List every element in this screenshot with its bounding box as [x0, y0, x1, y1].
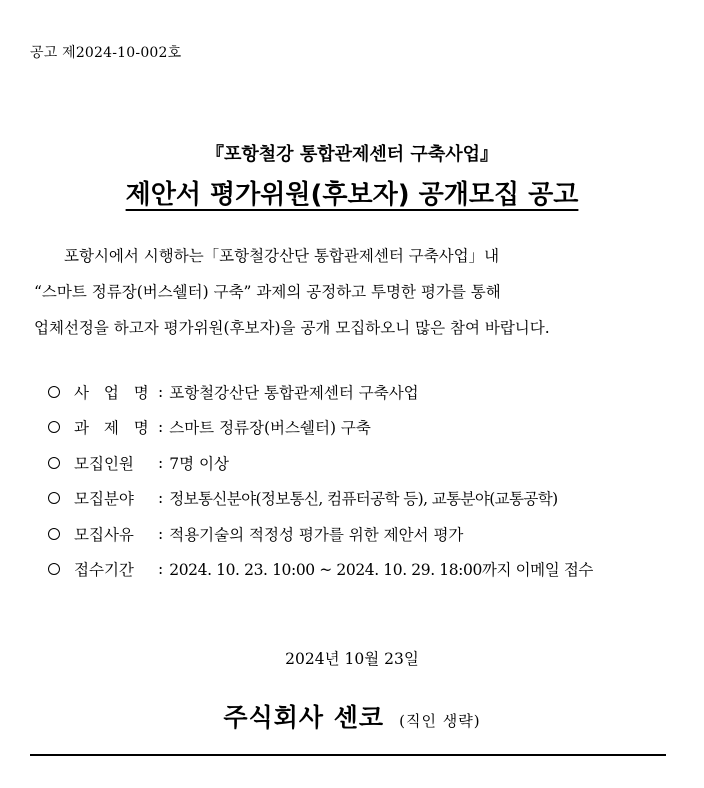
circle-bullet-icon — [48, 492, 60, 504]
item-label: 과 제 명 — [74, 419, 154, 438]
item-task-name — [48, 410, 678, 446]
notice-number: 공고 제2024-10-002호 — [30, 45, 182, 61]
item-separator: : — [158, 382, 164, 401]
item-value: 포항철강산단 통합관제센터 구축사업 — [169, 383, 419, 402]
item-value: 2024. 10. 23. 10:00 ~ 2024. 10. 29. 18:00까지 이메일 접수 — [169, 561, 593, 580]
bottom-divider — [30, 754, 666, 756]
intro-line-3: 업체선정을 하고자 평가위원(후보자)을 공개 모집하오니 많은 참여 바랍니다. — [34, 319, 550, 337]
circle-bullet-icon — [48, 563, 60, 575]
item-value: 적용기술의 적정성 평가를 위한 제안서 평가 — [169, 525, 464, 544]
notice-date: 2024년 10월 23일 — [285, 650, 419, 668]
seal-omitted-note: (직인 생략) — [399, 712, 481, 730]
item-value: 스마트 정류장(버스쉘터) 구축 — [169, 419, 371, 438]
item-label: 접수기간 — [74, 561, 134, 580]
circle-bullet-icon — [48, 421, 60, 433]
circle-bullet-icon — [48, 386, 60, 398]
item-label: 모집분야 — [74, 490, 134, 509]
item-value: 7명 이상 — [169, 454, 229, 473]
item-project-name — [48, 374, 678, 410]
item-recruit-count — [48, 445, 678, 481]
item-recruit-field — [48, 481, 678, 517]
item-label: 모집인원 — [74, 454, 134, 473]
item-separator: : — [158, 489, 164, 508]
item-separator: : — [158, 560, 164, 579]
intro-line-2: “스마트 정류장(버스쉘터) 구축” 과제의 공정하고 투명한 평가를 통해 — [34, 283, 501, 301]
item-separator: : — [158, 418, 164, 437]
circle-bullet-icon — [48, 528, 60, 540]
item-recruit-reason — [48, 516, 678, 552]
item-separator: : — [158, 453, 164, 472]
notice-items-list — [48, 374, 678, 587]
project-title: 『포항철강 통합관제센터 구축사업』 — [206, 144, 498, 165]
main-title-text: 제안서 평가위원(후보자) 공개모집 공고 — [125, 180, 579, 210]
item-value: 정보통신분야(정보통신, 컴퓨터공학 등), 교통분야(교통공학) — [169, 490, 558, 509]
circle-bullet-icon — [48, 457, 60, 469]
intro-paragraph — [34, 238, 660, 346]
item-application-period — [48, 552, 678, 588]
company-name: 주식회사 센코 — [223, 703, 385, 732]
item-separator: : — [158, 524, 164, 543]
main-title — [0, 174, 704, 211]
issuer-line — [0, 698, 704, 734]
item-label: 모집사유 — [74, 525, 134, 544]
intro-line-1: 포항시에서 시행하는「포항철강산단 통합관제센터 구축사업」내 — [64, 247, 500, 265]
item-label: 사 업 명 — [74, 383, 154, 402]
